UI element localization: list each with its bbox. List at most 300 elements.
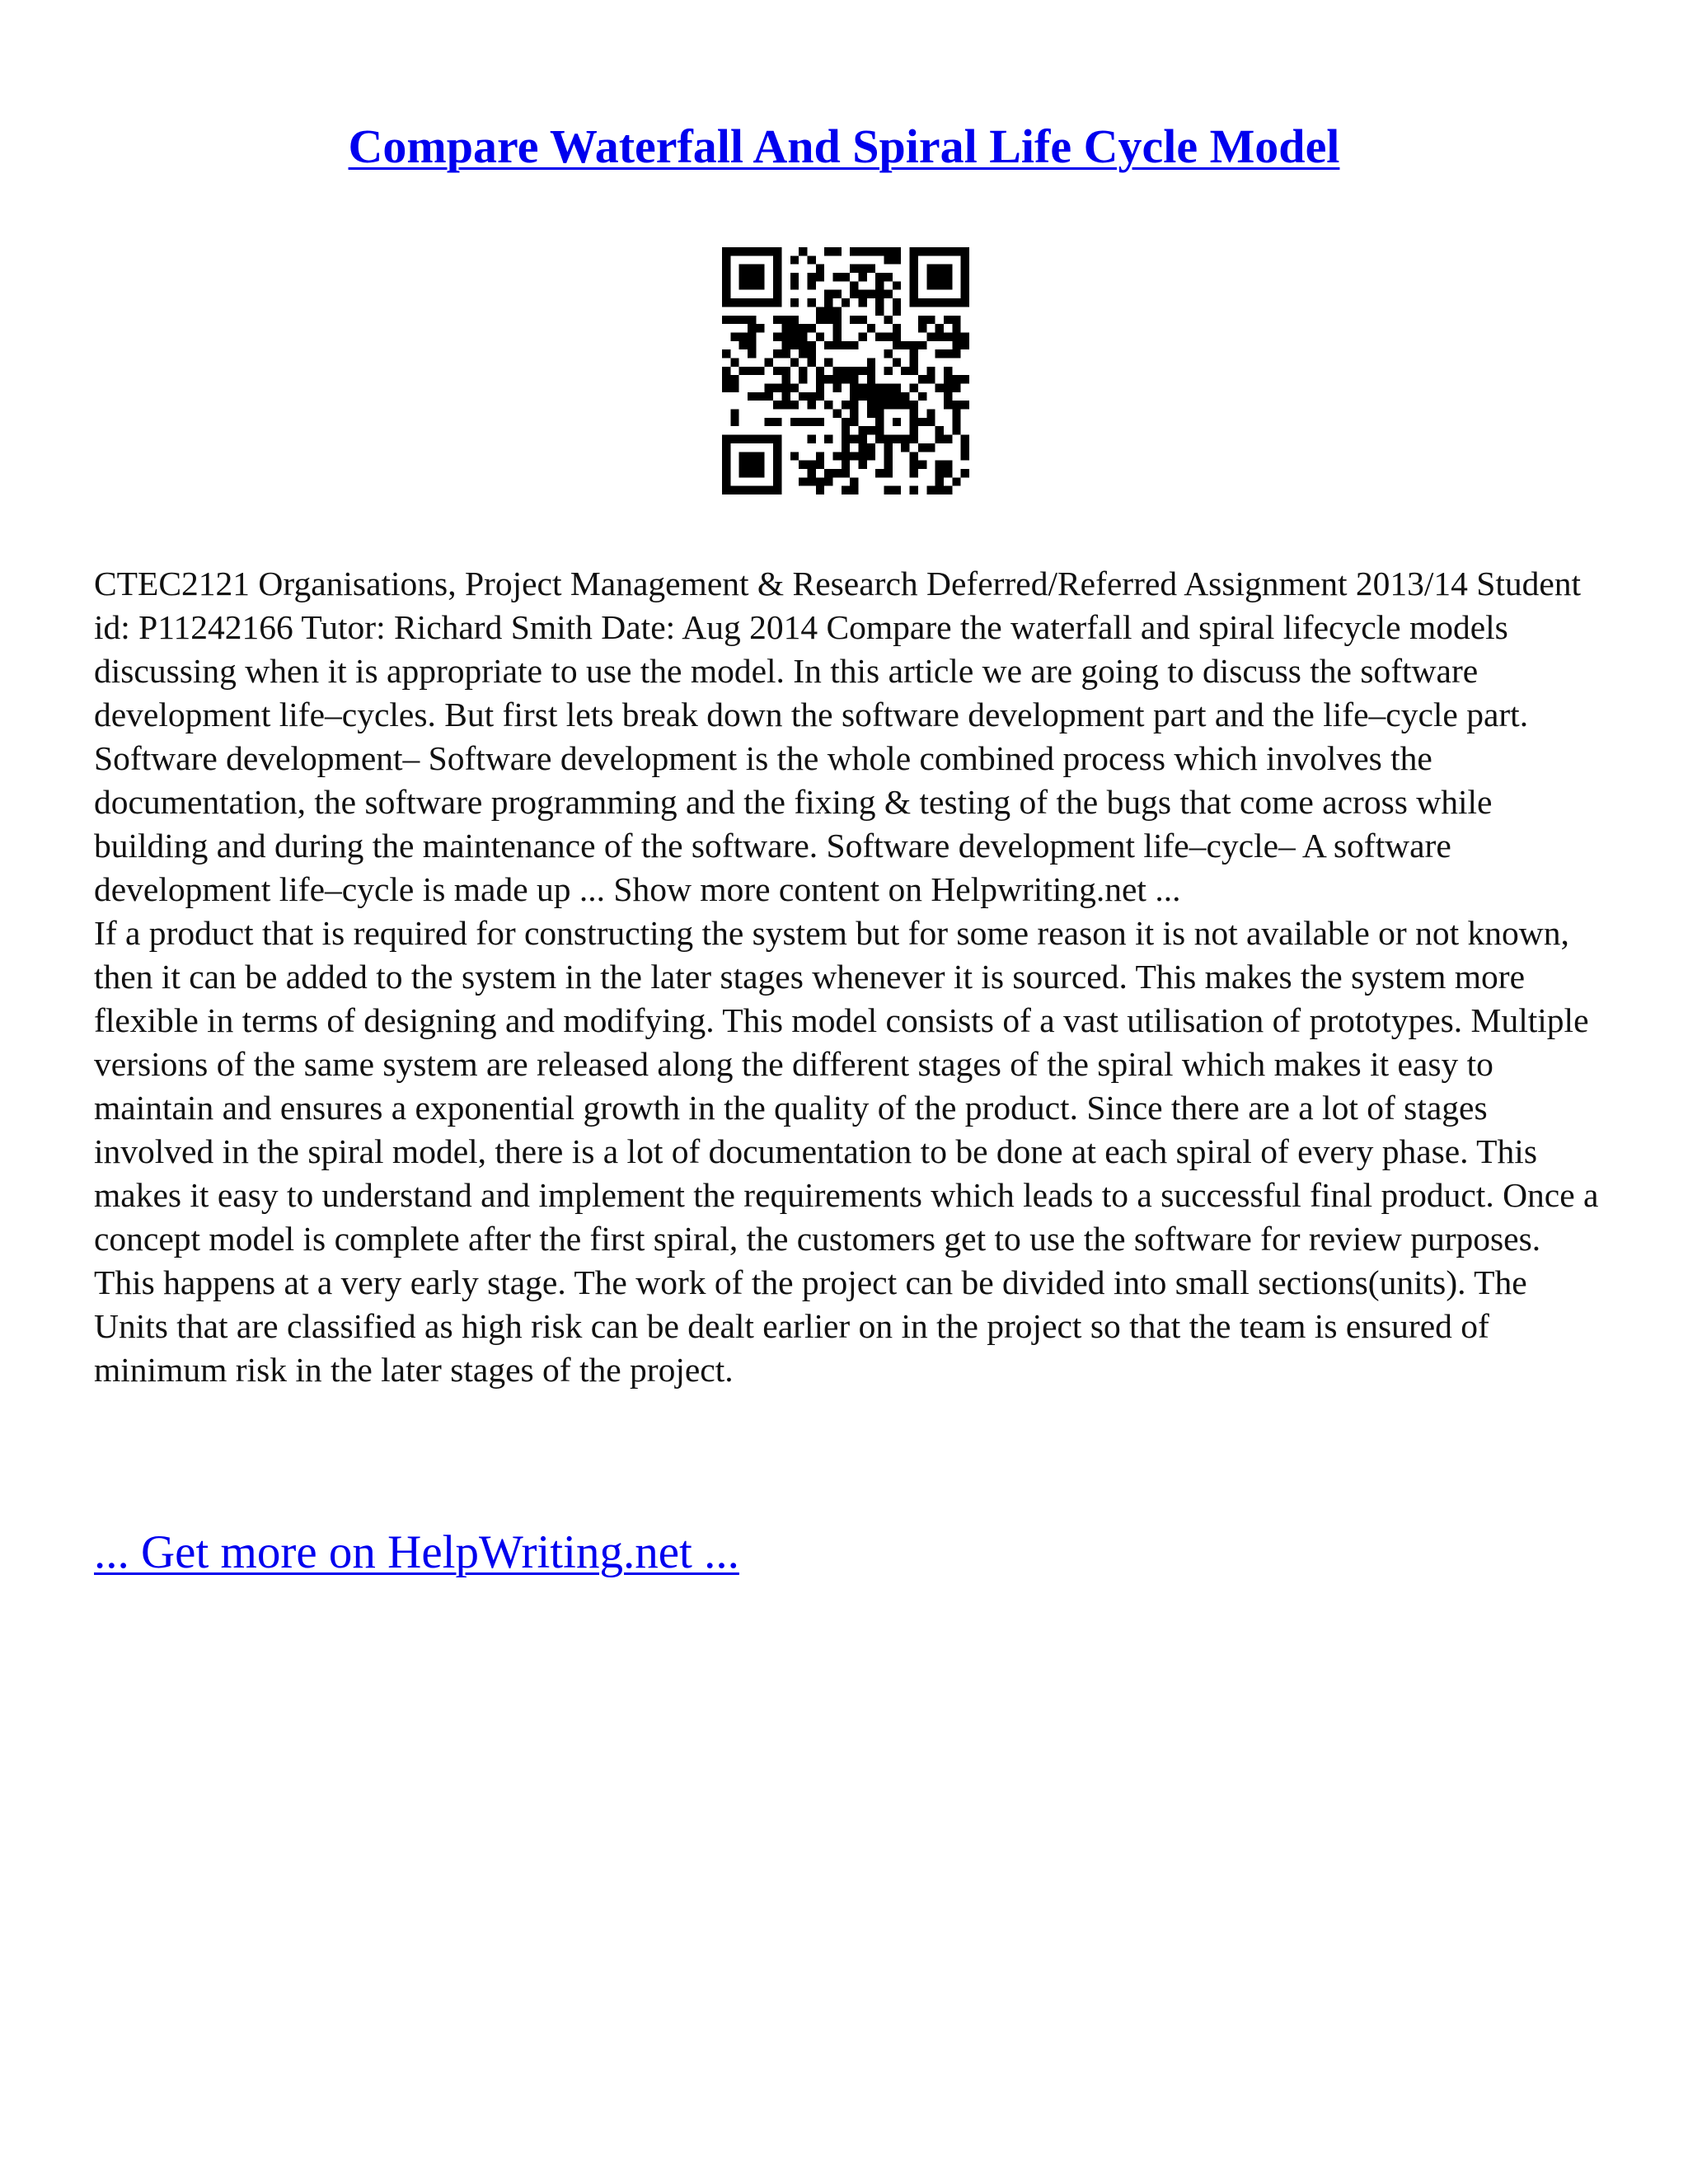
qr-module xyxy=(722,265,730,273)
qr-module xyxy=(824,341,832,349)
qr-module xyxy=(935,273,944,281)
qr-module xyxy=(884,461,893,469)
qr-module xyxy=(893,281,901,289)
qr-module xyxy=(859,273,867,281)
qr-module xyxy=(807,324,815,332)
qr-module xyxy=(893,324,901,332)
qr-module xyxy=(730,247,738,255)
qr-module xyxy=(730,435,738,443)
qr-module xyxy=(765,358,773,366)
qr-module xyxy=(842,461,850,469)
qr-module xyxy=(824,358,832,366)
qr-module xyxy=(901,341,909,349)
qr-module xyxy=(884,392,893,401)
qr-module xyxy=(850,477,858,485)
qr-module xyxy=(790,298,799,307)
qr-module xyxy=(859,426,867,434)
qr-module xyxy=(926,316,935,324)
qr-module xyxy=(799,349,807,358)
qr-module xyxy=(824,469,832,477)
qr-module xyxy=(773,265,781,273)
qr-module xyxy=(910,367,918,375)
qr-module xyxy=(867,290,875,298)
qr-module xyxy=(781,375,790,383)
qr-module xyxy=(832,324,841,332)
qr-module xyxy=(816,332,824,340)
qr-module xyxy=(748,461,756,469)
qr-module xyxy=(816,265,824,273)
qr-module xyxy=(807,469,815,477)
qr-module xyxy=(730,375,738,383)
qr-module xyxy=(867,410,875,418)
qr-module xyxy=(952,384,960,392)
qr-module xyxy=(893,332,901,340)
paragraph-2: If a product that is required for constructing the system but for some reason it is not available or not known, then it can be added to the system in the later stages whenever it is sourced. This makes the system more flexible in terms of designing and modifying. This model consists of a vast utilisation of prototypes. Multiple versions of the same system are released along the different stages of the spiral which makes it easy to maintain and ensures a exponential growth in the quality of the product. Since there are a lot of stages involved in the spiral model, there is a lot of documentation to be done at each spiral of every phase. This makes it easy to understand and implement the requirements which leads to a successful final product. Once a concept model is complete after the first spiral, the customers get to use the software for review purposes. This happens at a very early stage. The work of the project can be divided into small sections(units). The Units that are classified as high risk can be dealt earlier on in the project so that the team is ensured of minimum risk in the later stages of the project. xyxy=(94,914,1599,1389)
qr-module xyxy=(859,367,867,375)
qr-module xyxy=(893,418,901,426)
qr-module xyxy=(756,486,764,494)
qr-module xyxy=(722,367,730,375)
qr-module xyxy=(859,290,867,298)
qr-module xyxy=(918,298,926,307)
qr-module xyxy=(739,341,748,349)
qr-module xyxy=(842,418,850,426)
qr-code-icon xyxy=(722,247,969,494)
qr-module xyxy=(850,290,858,298)
qr-module xyxy=(807,392,815,401)
qr-module xyxy=(961,443,969,452)
qr-module xyxy=(730,316,738,324)
qr-module xyxy=(867,367,875,375)
qr-module xyxy=(910,418,918,426)
qr-module xyxy=(842,341,850,349)
qr-module xyxy=(781,384,790,392)
qr-module xyxy=(926,410,935,418)
get-more-link-container xyxy=(94,1523,739,1582)
qr-module xyxy=(790,341,799,349)
qr-module xyxy=(910,358,918,366)
qr-module xyxy=(859,316,867,324)
qr-module xyxy=(832,469,841,477)
qr-module xyxy=(781,401,790,409)
qr-module xyxy=(910,452,918,460)
qr-code-graphic xyxy=(722,247,969,494)
qr-module xyxy=(799,461,807,469)
qr-module xyxy=(756,273,764,281)
qr-module xyxy=(807,435,815,443)
qr-module xyxy=(790,418,799,426)
qr-module xyxy=(901,435,909,443)
qr-module xyxy=(832,332,841,340)
qr-module xyxy=(859,298,867,307)
qr-module xyxy=(935,477,944,485)
qr-module xyxy=(926,247,935,255)
qr-module xyxy=(773,401,781,409)
qr-module xyxy=(952,426,960,434)
qr-module xyxy=(859,443,867,452)
qr-module xyxy=(799,392,807,401)
qr-module xyxy=(832,290,841,298)
qr-module xyxy=(722,273,730,281)
qr-module xyxy=(748,265,756,273)
qr-module xyxy=(832,273,841,281)
qr-module xyxy=(910,461,918,469)
qr-module xyxy=(884,452,893,460)
qr-module xyxy=(893,392,901,401)
qr-module xyxy=(918,418,926,426)
qr-module xyxy=(961,290,969,298)
qr-module xyxy=(944,273,952,281)
qr-module xyxy=(842,452,850,460)
qr-module xyxy=(824,401,832,409)
qr-module xyxy=(952,375,960,383)
qr-module xyxy=(739,435,748,443)
qr-module xyxy=(884,349,893,358)
qr-module xyxy=(944,332,952,340)
qr-module xyxy=(781,349,790,358)
qr-module xyxy=(935,469,944,477)
qr-module xyxy=(790,255,799,264)
qr-module xyxy=(816,273,824,281)
qr-module xyxy=(748,316,756,324)
qr-module xyxy=(773,443,781,452)
qr-module xyxy=(867,358,875,366)
qr-module xyxy=(918,461,926,469)
qr-module xyxy=(884,469,893,477)
qr-module xyxy=(867,375,875,383)
qr-module xyxy=(884,443,893,452)
qr-module xyxy=(901,401,909,409)
qr-module xyxy=(722,477,730,485)
qr-module xyxy=(799,324,807,332)
qr-module xyxy=(722,281,730,289)
qr-module xyxy=(799,375,807,383)
qr-module xyxy=(739,469,748,477)
qr-module xyxy=(935,281,944,289)
qr-module xyxy=(748,392,756,401)
qr-module xyxy=(739,316,748,324)
qr-module xyxy=(944,469,952,477)
qr-module xyxy=(756,452,764,460)
qr-module xyxy=(952,410,960,418)
qr-module xyxy=(935,426,944,434)
qr-module xyxy=(832,367,841,375)
qr-module xyxy=(773,452,781,460)
qr-module xyxy=(850,486,858,494)
qr-module xyxy=(739,265,748,273)
qr-module xyxy=(765,418,773,426)
qr-module xyxy=(850,418,858,426)
qr-module xyxy=(875,392,884,401)
qr-module xyxy=(918,375,926,383)
qr-module xyxy=(842,273,850,281)
qr-module xyxy=(901,392,909,401)
qr-module xyxy=(756,469,764,477)
qr-module xyxy=(926,375,935,383)
qr-module xyxy=(739,367,748,375)
qr-module xyxy=(799,247,807,255)
qr-module xyxy=(842,443,850,452)
qr-module xyxy=(918,324,926,332)
qr-module xyxy=(926,273,935,281)
qr-module xyxy=(893,384,901,392)
qr-module xyxy=(961,332,969,340)
qr-module xyxy=(748,324,756,332)
qr-module xyxy=(952,298,960,307)
qr-module xyxy=(816,452,824,460)
qr-module xyxy=(722,298,730,307)
qr-module xyxy=(773,332,781,340)
qr-module xyxy=(765,247,773,255)
qr-module xyxy=(952,316,960,324)
qr-module xyxy=(722,255,730,264)
qr-module xyxy=(893,341,901,349)
qr-module xyxy=(748,281,756,289)
qr-module xyxy=(781,316,790,324)
qr-module xyxy=(722,461,730,469)
qr-module xyxy=(807,401,815,409)
qr-module xyxy=(926,298,935,307)
qr-module xyxy=(824,290,832,298)
qr-module xyxy=(739,273,748,281)
qr-module xyxy=(910,469,918,477)
qr-module xyxy=(875,401,884,409)
qr-module xyxy=(790,273,799,281)
qr-module xyxy=(875,298,884,307)
qr-module xyxy=(756,435,764,443)
qr-module xyxy=(748,273,756,281)
qr-module xyxy=(824,316,832,324)
qr-module xyxy=(850,375,858,383)
qr-module xyxy=(867,384,875,392)
qr-module xyxy=(884,486,893,494)
qr-module xyxy=(722,316,730,324)
qr-module xyxy=(807,349,815,358)
qr-module xyxy=(961,273,969,281)
qr-module xyxy=(850,367,858,375)
qr-module xyxy=(935,247,944,255)
qr-module xyxy=(773,290,781,298)
qr-module xyxy=(722,452,730,460)
qr-module xyxy=(884,273,893,281)
qr-module xyxy=(816,367,824,375)
qr-module xyxy=(739,281,748,289)
qr-module xyxy=(773,435,781,443)
qr-module xyxy=(850,384,858,392)
qr-module xyxy=(893,255,901,264)
qr-module xyxy=(952,401,960,409)
qr-module xyxy=(918,247,926,255)
qr-module xyxy=(926,281,935,289)
qr-module xyxy=(952,247,960,255)
qr-module xyxy=(893,298,901,307)
qr-module xyxy=(850,281,858,289)
qr-module xyxy=(893,401,901,409)
qr-module xyxy=(832,307,841,315)
qr-module xyxy=(773,255,781,264)
qr-module xyxy=(807,418,815,426)
qr-module xyxy=(867,247,875,255)
qr-module xyxy=(867,392,875,401)
qr-module xyxy=(944,281,952,289)
qr-module xyxy=(790,452,799,460)
qr-module xyxy=(859,392,867,401)
qr-module xyxy=(859,247,867,255)
qr-module xyxy=(816,384,824,392)
qr-module xyxy=(944,265,952,273)
qr-module xyxy=(893,486,901,494)
qr-module xyxy=(781,332,790,340)
qr-module xyxy=(773,367,781,375)
qr-module xyxy=(816,418,824,426)
qr-module xyxy=(910,426,918,434)
qr-module xyxy=(875,290,884,298)
qr-module xyxy=(730,486,738,494)
qr-module xyxy=(961,298,969,307)
qr-module xyxy=(748,298,756,307)
qr-module xyxy=(961,247,969,255)
qr-module xyxy=(944,375,952,383)
qr-module xyxy=(790,358,799,366)
qr-module xyxy=(807,341,815,349)
qr-module xyxy=(952,349,960,358)
qr-module xyxy=(790,332,799,340)
qr-module xyxy=(850,392,858,401)
qr-module xyxy=(910,486,918,494)
qr-module xyxy=(816,375,824,383)
qr-module xyxy=(773,461,781,469)
qr-module xyxy=(918,341,926,349)
qr-module xyxy=(765,486,773,494)
qr-module xyxy=(739,247,748,255)
qr-module xyxy=(893,435,901,443)
get-more-link[interactable]: ... Get more on HelpWriting.net ... xyxy=(94,1526,739,1578)
qr-module xyxy=(773,384,781,392)
qr-module xyxy=(850,452,858,460)
qr-module xyxy=(910,401,918,409)
qr-module xyxy=(884,401,893,409)
qr-module xyxy=(739,452,748,460)
qr-module xyxy=(756,461,764,469)
qr-module xyxy=(867,426,875,434)
qr-module xyxy=(722,435,730,443)
qr-module xyxy=(790,384,799,392)
qr-module xyxy=(756,392,764,401)
qr-module xyxy=(918,316,926,324)
qr-module xyxy=(807,477,815,485)
qr-module xyxy=(730,410,738,418)
qr-module xyxy=(730,358,738,366)
qr-module xyxy=(910,247,918,255)
qr-module xyxy=(926,443,935,452)
qr-module xyxy=(910,255,918,264)
qr-module xyxy=(952,418,960,426)
qr-module xyxy=(739,461,748,469)
qr-module xyxy=(867,452,875,460)
qr-module xyxy=(935,486,944,494)
qr-module xyxy=(944,367,952,375)
qr-module xyxy=(850,316,858,324)
qr-module xyxy=(799,477,807,485)
qr-module xyxy=(773,298,781,307)
qr-module xyxy=(748,452,756,460)
qr-module xyxy=(756,298,764,307)
qr-module xyxy=(730,298,738,307)
title-link[interactable]: Compare Waterfall And Spiral Life Cycle Model xyxy=(348,120,1340,173)
qr-module xyxy=(901,443,909,452)
qr-module xyxy=(799,367,807,375)
qr-module xyxy=(842,486,850,494)
qr-module xyxy=(850,265,858,273)
qr-module xyxy=(842,469,850,477)
qr-module xyxy=(961,469,969,477)
qr-module xyxy=(832,247,841,255)
qr-module xyxy=(765,435,773,443)
qr-module xyxy=(884,316,893,324)
qr-module xyxy=(816,316,824,324)
qr-module xyxy=(842,435,850,443)
qr-module xyxy=(961,452,969,460)
qr-module xyxy=(781,341,790,349)
qr-module xyxy=(807,255,815,264)
qr-module xyxy=(961,281,969,289)
qr-module xyxy=(952,341,960,349)
qr-module xyxy=(790,281,799,289)
qr-module xyxy=(773,281,781,289)
qr-module xyxy=(722,290,730,298)
qr-module xyxy=(910,298,918,307)
qr-module xyxy=(773,349,781,358)
qr-module xyxy=(875,273,884,281)
qr-module xyxy=(875,469,884,477)
qr-module xyxy=(875,410,884,418)
qr-module xyxy=(824,307,832,315)
article-body xyxy=(94,562,1602,1392)
qr-module xyxy=(910,281,918,289)
qr-module xyxy=(722,349,730,358)
qr-module xyxy=(884,332,893,340)
qr-module xyxy=(773,477,781,485)
qr-module xyxy=(884,290,893,298)
qr-module xyxy=(935,265,944,273)
qr-module xyxy=(832,341,841,349)
qr-module xyxy=(961,375,969,383)
paragraph-1: CTEC2121 Organisations, Project Management & Research Deferred/Referred Assignment 2013/14 Student id: P11242166 Tutor: Richard Smith Date: Aug 2014 Compare the waterfall and spiral lifecycle models discussing when it is appropriate to use the model. In this article we are going to discuss the software development life–cycles. But first lets break down the software development part and the life–cycle part. Software development– Software development is the whole combined process which involves the documentation, the software programming and the fixing & testing of the bugs that come across while building and during the maintenance of the software. Software development life–cycle– A software development life–cycle is made up ... Show more content on Helpwriting.net ... xyxy=(94,565,1582,908)
qr-module xyxy=(722,469,730,477)
qr-module xyxy=(944,461,952,469)
qr-module xyxy=(867,443,875,452)
qr-module xyxy=(799,418,807,426)
qr-module xyxy=(773,418,781,426)
qr-module xyxy=(739,298,748,307)
qr-module xyxy=(730,418,738,426)
qr-module xyxy=(832,384,841,392)
qr-module xyxy=(748,349,756,358)
qr-module xyxy=(722,443,730,452)
qr-module xyxy=(824,375,832,383)
qr-module xyxy=(935,298,944,307)
qr-module xyxy=(722,247,730,255)
qr-module xyxy=(748,435,756,443)
qr-module xyxy=(910,384,918,392)
qr-module xyxy=(790,316,799,324)
qr-module xyxy=(790,324,799,332)
qr-module xyxy=(944,384,952,392)
qr-module xyxy=(756,324,764,332)
qr-module xyxy=(773,247,781,255)
qr-module xyxy=(944,298,952,307)
qr-module xyxy=(842,401,850,409)
